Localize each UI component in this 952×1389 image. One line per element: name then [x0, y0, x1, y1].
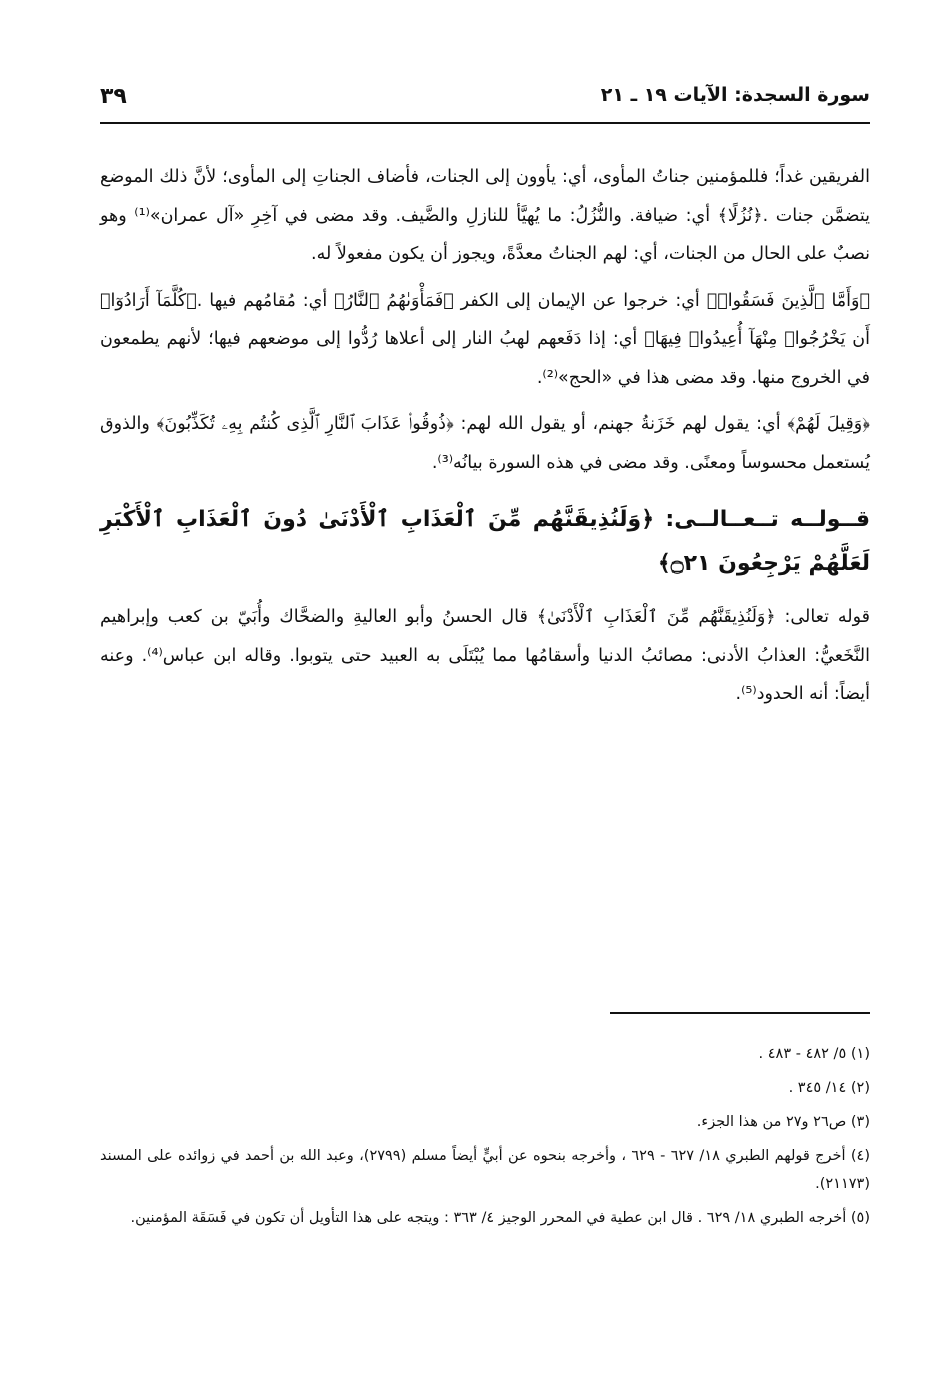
- footnote-divider: [610, 1012, 870, 1014]
- paragraph-1: الفريقين غداً؛ فللمؤمنين جناتُ المأوى، أي: يأوون إلى الجنات، فأضاف الجناتِ إلى المأوى؛ لأنَّ ذلك الموضع يتضمَّن جنات .﴿نُزُلًا﴾ أي: ضيافة. والنُّزُلُ: ما يُهيَّأ للنازلِ والضَّيف. وقد مضى في آخِرِ «آل عمران»⁽¹⁾ وهو نصبٌ على الحال من الجنات، أي: لهم الجناتُ معدَّةً، ويجوز أن يكون مفعولاً له.: [100, 167, 870, 264]
- footnote-4: (٤) أخرج قولهم الطبري ١٨/ ٦٢٧ - ٦٢٩ ، وأخرجه بنحوه عن أبيٍّ أيضاً مسلم (٢٧٩٩)، وعبد الله بن أحمد في زوائده على المسند (٢١١٧٣).: [100, 1148, 871, 1192]
- main-text: [100, 158, 870, 722]
- footnote-5: (٥) أخرجه الطبري ١٨/ ٦٢٩ . قال ابن عطية في المحرر الوجيز ٤/ ٣٦٣ : ويتجه على هذا التأويل أن تكون في فَسَقَة المؤمنين.: [130, 1210, 870, 1226]
- running-title: سورة السجدة: الآيات ١٩ ـ ٢١: [600, 84, 870, 106]
- book-page: [100, 0, 870, 1389]
- footnote-1: (١) ٥/ ٤٨٢ - ٤٨٣ .: [758, 1046, 870, 1062]
- page-number: ٣٩: [100, 84, 127, 109]
- paragraph-3: ﴿وَقِيلَ لَهُمْ﴾ أي: يقول لهم خَزَنةُ جهنم، أو يقول الله لهم: ﴿ذُوقُوا۟ عَذَابَ ٱلنَّارِ ٱلَّذِى كُنتُم بِهِۦ تُكَذِّبُونَ﴾ والذوق يُستعمل محسوساً ومعنًى. وقد مضى في هذه السورة بيانُه⁽³⁾.: [100, 414, 870, 473]
- running-header: [100, 82, 870, 124]
- footnote-3: (٣) ص٢٦ و٢٧ من هذا الجزء.: [696, 1114, 870, 1130]
- verse-heading: قــولــه تــعــالــى: ﴿وَلَنُذِيقَنَّهُم مِّنَ ٱلْعَذَابِ ٱلْأَدْنَىٰ دُونَ ٱلْعَذَابِ ٱلْأَكْبَرِ لَعَلَّهُمْ يَرْجِعُونَ ۝٢١﴾: [100, 507, 870, 576]
- footnotes: [100, 1040, 870, 1238]
- paragraph-2: ﴿وَأَمَّا ٱلَّذِينَ فَسَقُوا۟﴾ أي: خرجوا عن الإيمان إلى الكفر ﴿فَمَأْوَىٰهُمُ ٱلنَّارُ﴾ أي: مُقامُهم فيها .﴿كُلَّمَآ أَرَادُوٓا۟ أَن يَخْرُجُوا۟ مِنْهَآ أُعِيدُوا۟ فِيهَا﴾ أي: إذا دَفَعهم لهبُ النار إلى أعلاها رُدُّوا إلى موضعهم فيها؛ لأنهم يطمعون في الخروج منها. وقد مضى هذا في «الحج»⁽²⁾.: [100, 290, 870, 388]
- paragraph-4: قوله تعالى: ﴿وَلَنُذِيقَنَّهُم مِّنَ ٱلْعَذَابِ ٱلْأَدْنَىٰ﴾ قال الحسنُ وأبو العاليةِ والضحَّاك وأُبَيّ بن كعب وإبراهيم النَّخَعيُّ: العذابُ الأدنى: مصائبُ الدنيا وأسقامُها مما يُبْتَلَى به العبيد حتى يتوبوا. وقاله ابن عباس⁽⁴⁾. وعنه أيضاً: أنه الحدود⁽⁵⁾.: [100, 607, 870, 704]
- footnote-2: (٢) ١٤/ ٣٤٥ .: [788, 1080, 870, 1096]
